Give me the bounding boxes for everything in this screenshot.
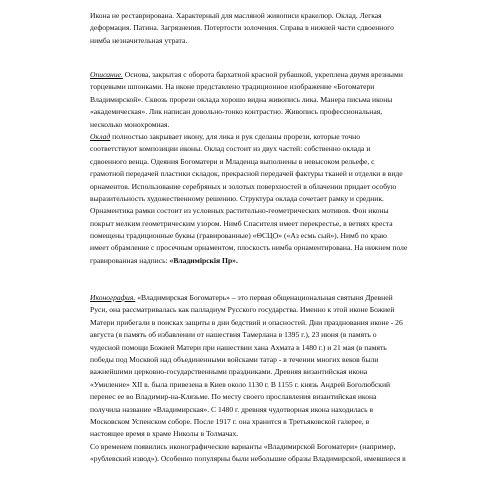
oklad-label: Оклад (90, 131, 111, 141)
text-line: орнаментов. Использование серебряных и золотых поверхностей в облачении придает особую (90, 181, 397, 191)
text-line: Руси, она рассматривалась как палладиум Русского государства. Именно к этой иконе Божией (90, 305, 395, 315)
description-label: Описание. (90, 70, 123, 79)
text-line: «Умиление» XII в. была привезена в Киев около 1130 г. В 1155 г. князь Андрей Боголюбский (90, 379, 391, 389)
text-line (90, 292, 475, 304)
text-line: настоящее время в храме Николы в Толмачах. (90, 429, 239, 439)
text-line: выразительность художественному решению. Структура оклада сочетает рамку и средник. (90, 193, 384, 203)
text-line: имеет обрамление с просечным орнаментом, плоскость нимба орнаментирована. На нижнем поле (90, 243, 408, 253)
text-line: важнейшими церковно-государственными праздниками. Древняя византийская икона (90, 367, 368, 377)
text-run: Основа, закрытая с оборота бархатной красной рубашкой, укреплена двумя врезными (124, 70, 403, 79)
text-line: августа (в память об избавлении от нашествия Тамерлана в 1395 г.), 23 июня (в память о (90, 330, 377, 340)
text-line: несколько монохромная. (90, 119, 170, 129)
text-line: перенес ее во Владимир-на-Клязьме. По месту своего прославления византийская икона (90, 392, 377, 402)
text-line: получила название «Владимирская». С 1480 г. древняя чудотворная икона находилась в (90, 404, 374, 414)
text-line: «академическая». Лик написан довольно-тонко контрастно. Живопись профессиональная, (90, 107, 383, 117)
text-run: полностью закрывает икону, для лика и рук сделаны прорези, которые точно (112, 131, 360, 141)
text-line (90, 131, 475, 143)
text-line: чудесной помощи Божией Матери при нашествии хана Ахмата в 1480 г.) и 21 мая (в память (90, 342, 387, 352)
text-line: Матери прибегали в поисках защиты в дни бедствий и опасностей. Дни празднования иконе - 26 (90, 317, 403, 327)
text-line: сдвоенного венца. Одеяния Богоматери и Младенца выполнены в невысоком рельефе, с (90, 156, 375, 166)
text-line: Московском Успенском соборе. После 1917 г. она хранится в Третьяковской галерее, в (90, 416, 370, 426)
text-line: торцевыми шпонками. На иконе представлено традиционное изображение «Богоматери (90, 82, 375, 92)
description-section (90, 69, 475, 267)
text-line: покрыт мелким геометрическим узором. Нимб Спасителя имеет перекрестье, в ветвях креста (90, 218, 393, 228)
text-run: гравированная надпись: (90, 255, 168, 265)
text-line: победы под Москвой над объединенными войсками татар - в течении многих веков были (90, 354, 379, 364)
text-line: деформация. Патина. Загрязнения. Потертости золочения. Справа в нижней части сдвоенного (90, 23, 394, 33)
text-run: «Владимирская Богоматерь» – это первая общенациональная святыня Древней (137, 293, 393, 302)
text-line: нимба незначительная утрата. (90, 35, 188, 45)
text-line: «рублевский извод»). Особенно популярны были небольшие образы Владимирской, имевшиеся в (90, 454, 406, 464)
iconography-label: Иконография. (90, 293, 136, 302)
text-line (90, 255, 475, 267)
text-line: Икона не реставрирована. Характерный для масляной живописи кракелюр. Оклад. Легкая (90, 11, 382, 20)
text-line: грамотной передачей пластики складок, прекрасной передачей фактуры тканей и отделки в виде (90, 169, 403, 179)
text-line: Со временем появились иконографические варианты «Владимирской Богоматери» (например, (90, 441, 396, 451)
text-line: Орнаментика рамки состоит из условных растительно-геометрических мотивов. Фон иконы (90, 206, 389, 216)
iconography-section (90, 292, 475, 465)
condition-paragraph (90, 10, 475, 47)
inscription-text: «Владимiрскiя Пр». (169, 255, 238, 265)
text-line: Владимирской». Сквозь прорези оклада хорошо видна живопись лика. Манера письма иконы (90, 94, 393, 104)
text-line: соответствуют композиции иконы. Оклад состоит из двух частей: собственно оклада и (90, 144, 371, 154)
text-line: помещены традиционные буквы (гравированные) «ѲСЦѺ» («Аз есмь сый»). Нимб по краю (90, 231, 387, 241)
text-line (90, 69, 475, 81)
